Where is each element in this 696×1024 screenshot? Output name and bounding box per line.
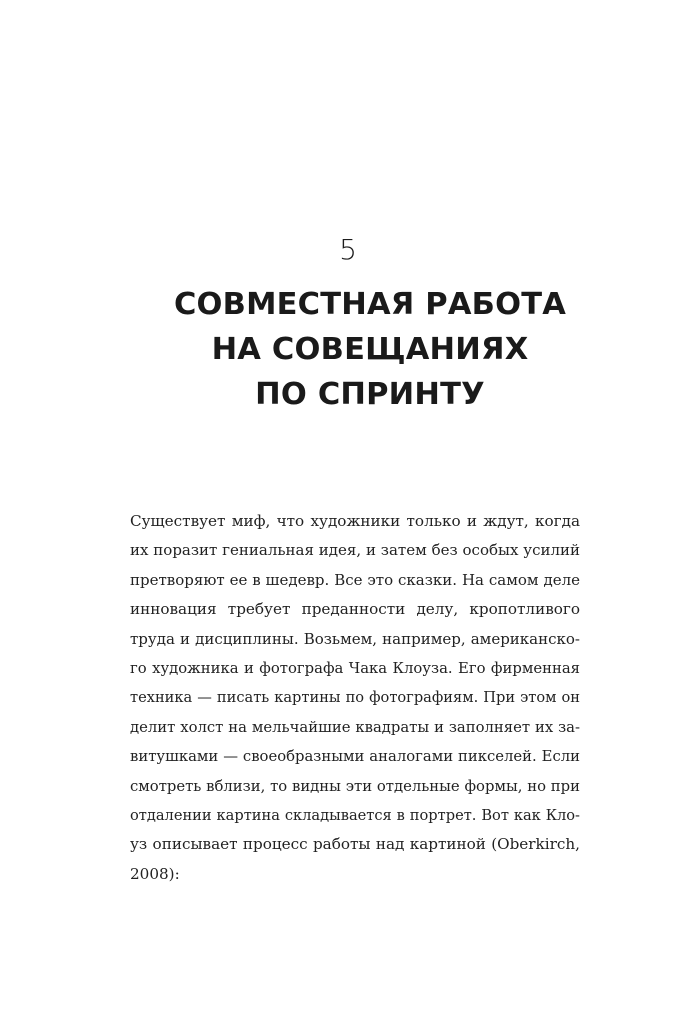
paragraph-line: труда и дисциплины. Возьмем, например, американско- (130, 629, 580, 648)
chapter-title-line: СОВМЕСТНАЯ РАБОТА (173, 287, 567, 322)
paragraph-line: Существует миф, что художники только и ждут, когда (130, 512, 580, 530)
paragraph-line: витушками — своеобразными аналогами пикселей. Если (130, 748, 580, 766)
paragraph-line: уз описывает процесс работы над картиной (Oberkirch, (130, 835, 580, 854)
paragraph-line: го художника и фотографа Чака Клоуза. Его фирменная (130, 659, 580, 677)
paragraph-line: инновация требует преданности делу, кропотливого (130, 600, 580, 619)
paragraph-line: 2008): (130, 864, 180, 883)
chapter-title (60, 282, 680, 417)
paragraph-line: их поразит гениальная идея, и затем без особых усилий (130, 541, 580, 560)
paragraph-line: отдалении картина складывается в портрет. Вот как Кло- (130, 806, 580, 824)
paragraph-line: делит холст на мельчайшие квадраты и заполняет их за- (130, 718, 580, 736)
paragraph-line: претворяют ее в шедевр. Все это сказки. На самом деле (130, 570, 580, 589)
paragraph-line: смотреть вблизи, то видны эти отдельные формы, но при (130, 777, 580, 795)
paragraph-line: техника — писать картины по фотографиям. При этом он (130, 689, 580, 707)
chapter-number: 5 (339, 233, 357, 266)
body-paragraph (130, 507, 580, 889)
chapter-title-line: НА СОВЕЩАНИЯХ (211, 332, 529, 367)
chapter-title-line: ПО СПРИНТУ (255, 377, 485, 412)
